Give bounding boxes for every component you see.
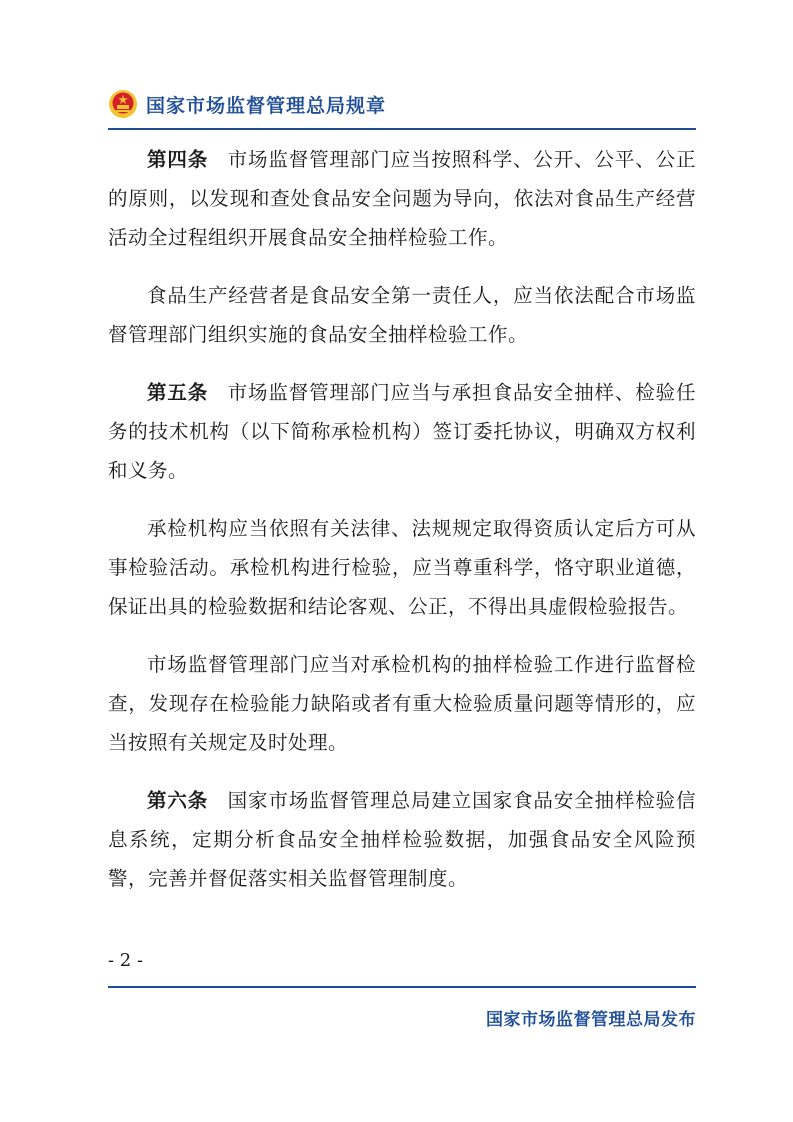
article-4-paragraph-2	[108, 276, 696, 354]
paragraph-text: 承检机构应当依照有关法律、法规规定取得资质认定后方可从事检验活动。承检机构进行检验，应当尊重科学，恪守职业道德，保证出具的检验数据和结论客观、公正，不得出具虚假检验报告。	[108, 517, 696, 618]
article-5-paragraph	[108, 373, 696, 490]
footer-publisher: 国家市场监督管理总局发布	[486, 1010, 696, 1030]
article-4-paragraph	[108, 140, 696, 257]
article-number: 第四条	[147, 148, 209, 171]
paragraph-text: 市场监督管理部门应当对承检机构的抽样检验工作进行监督检查，发现存在检验能力缺陷或者有重大检验质量问题等情形的，应当按照有关规定及时处理。	[108, 653, 696, 754]
paragraph-text: 市场监督管理部门应当与承担食品安全抽样、检验任务的技术机构（以下简称承检机构）签订委托协议，明确双方权利和义务。	[108, 381, 696, 482]
article-6-paragraph	[108, 781, 696, 898]
paragraph-text: 食品生产经营者是食品安全第一责任人，应当依法配合市场监督管理部门组织实施的食品安全抽样检验工作。	[108, 284, 696, 346]
page-number: - 2 -	[108, 950, 144, 971]
article-5-paragraph-2	[108, 509, 696, 626]
article-number: 第六条	[147, 789, 209, 812]
header-title: 国家市场监督管理总局规章	[146, 94, 387, 117]
header-divider	[108, 128, 696, 130]
article-number: 第五条	[147, 381, 209, 404]
page-header	[108, 84, 386, 124]
national-emblem-icon	[108, 89, 138, 119]
footer-divider	[108, 986, 696, 988]
article-5-paragraph-3	[108, 645, 696, 762]
paragraph-text: 市场监督管理部门应当按照科学、公开、公平、公正的原则，以发现和查处食品安全问题为导向，依法对食品生产经营活动全过程组织开展食品安全抽样检验工作。	[108, 148, 696, 249]
paragraph-text: 国家市场监督管理总局建立国家食品安全抽样检验信息系统，定期分析食品安全抽样检验数据，加强食品安全风险预警，完善并督促落实相关监督管理制度。	[108, 789, 696, 890]
document-body	[108, 140, 696, 917]
